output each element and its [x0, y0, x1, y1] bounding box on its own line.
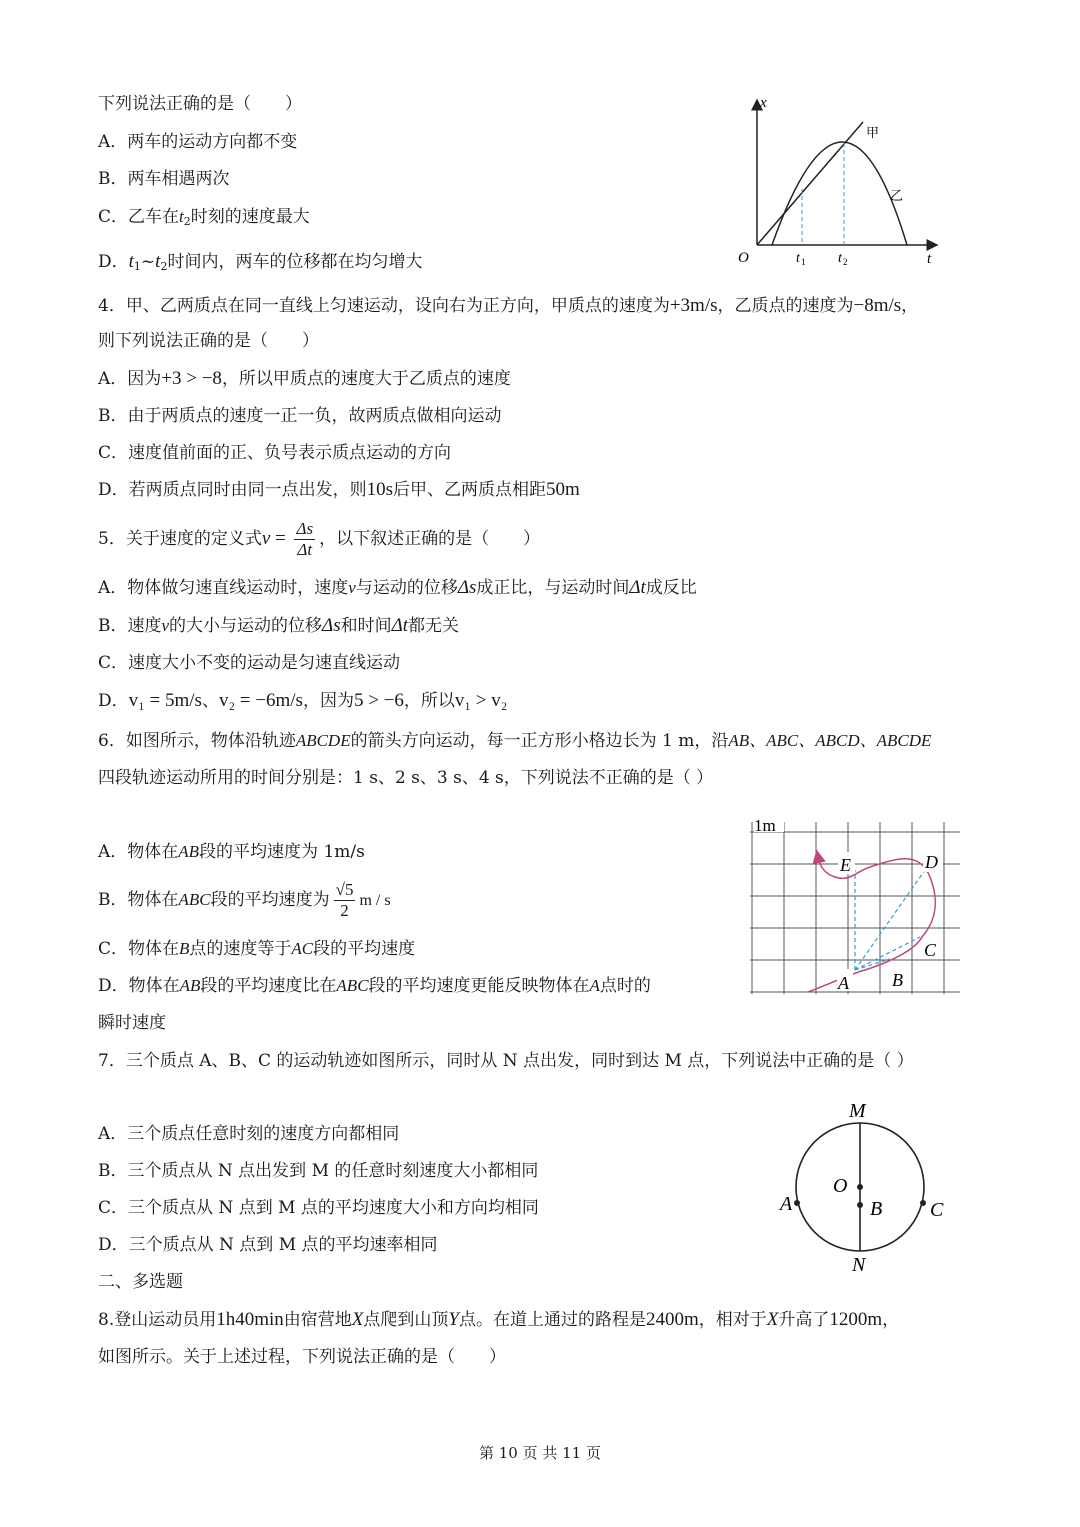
- t2-sub: 2: [843, 257, 848, 267]
- point-b-dot: [857, 1202, 863, 1208]
- page-footer: 第 10 页 共 11 页: [478, 1444, 601, 1462]
- q5-option-c: C．速度大小不变的运动是匀速直线运动: [98, 653, 401, 673]
- q7-option-d: D．三个质点从 N 点到 M 点的平均速率相同: [98, 1235, 438, 1255]
- q4-stem-line1: 4．甲、乙两质点在同一直线上匀速运动，设向右为正方向，甲质点的速度为+3m/s，乙质点的速度为−8m/s，: [98, 295, 919, 316]
- point-a-dot: [794, 1200, 800, 1206]
- grid-trajectory-figure: [740, 812, 965, 997]
- q3-option-d: D．$t_1\sim t_2$时间内，两车的位移都在均匀增大: [98, 251, 423, 273]
- jia-line: [757, 122, 863, 245]
- q6-option-c: C．物体在B点的速度等于AC段的平均速度: [98, 939, 416, 959]
- q6-option-d-line2: 瞬时速度: [98, 1013, 166, 1033]
- point-c-label: C: [924, 940, 937, 960]
- q3-option-b: B．两车相遇两次: [98, 169, 230, 189]
- q6-option-a: A．物体在AB段的平均速度为 1m/s: [98, 842, 365, 862]
- t1-sub: 1: [801, 257, 806, 267]
- circle-path-figure: [775, 1095, 955, 1280]
- q5-stem: 5．关于速度的定义式v = $\frac{\Delta s}{\Delta t}$ ，以下叙述正确的是（ ）: [98, 519, 541, 559]
- point-d-label: D: [925, 852, 938, 872]
- q5-option-d: D．v₁ = 5m/s、v₂ = −6m/s，因为5 > −6，所以v₁ > v₂: [98, 690, 508, 711]
- point-o-label: O: [833, 1175, 848, 1197]
- speed-fraction: $\frac{√5}{2}$: [335, 880, 354, 920]
- q4-option-a: A．因为+3 > −8，所以甲质点的速度大于乙质点的速度: [98, 368, 511, 389]
- point-b-label: B: [870, 1198, 883, 1220]
- q8-stem-line2: 如图所示。关于上述过程，下列说法正确的是（ ）: [98, 1347, 506, 1367]
- q3-stem: 下列说法正确的是（ ）: [98, 94, 302, 114]
- velocity-fraction: $\frac{\Delta s}{\Delta t}$: [296, 519, 314, 559]
- q6-stem-line1: 6．如图所示，物体沿轨迹ABCDE的箭头方向运动，每一正方形小格边长为 1 m，沿AB、ABC、ABCD、ABCDE: [98, 731, 932, 751]
- yi-curve: [772, 142, 907, 245]
- displacement-lines: [855, 870, 925, 970]
- t1-label: t: [796, 251, 800, 266]
- section-heading: 二、多选题: [98, 1272, 183, 1292]
- origin-label: O: [738, 250, 749, 266]
- trajectory-curve: [808, 857, 935, 992]
- q6-option-d: D．物体在AB段的平均速度比在ABC段的平均速度更能反映物体在A点时的: [98, 976, 651, 996]
- q4-option-b: B．由于两质点的速度一正一负，故两质点做相向运动: [98, 406, 502, 426]
- q6-option-b: B．物体在ABC段的平均速度为 $\frac{√5}{2}$ m / s: [98, 880, 391, 920]
- point-m-label: M: [849, 1100, 866, 1122]
- q3-option-a: A．两车的运动方向都不变: [98, 132, 298, 152]
- point-a-label: A: [780, 1193, 793, 1215]
- q4-option-d: D．若两质点同时由同一点出发，则10s后甲、乙两质点相距50m: [98, 479, 580, 500]
- yi-label: 乙: [890, 189, 904, 204]
- q7-option-b: B．三个质点从 N 点出发到 M 的任意时刻速度大小都相同: [98, 1161, 539, 1181]
- center-dot: [857, 1184, 863, 1190]
- point-e-label: E: [840, 855, 851, 875]
- scale-label: 1m: [754, 816, 776, 835]
- q7-stem: 7．三个质点 A、B、C 的运动轨迹如图所示，同时从 N 点出发，同时到达 M 点，下列说法中正确的是（ ）: [98, 1051, 914, 1071]
- xt-graph-figure: [730, 92, 945, 272]
- t-axis-label: t: [927, 251, 932, 267]
- point-b-label: B: [892, 970, 903, 990]
- point-c-label: C: [930, 1199, 944, 1221]
- point-n-label: N: [852, 1254, 866, 1276]
- point-a-label: A: [838, 973, 849, 993]
- q5-option-a: A．物体做匀速直线运动时，速度v与运动的位移Δs成正比，与运动时间Δt成反比: [98, 577, 697, 598]
- q8-stem-line1: 8.登山运动员用1h40min由宿营地X点爬到山顶Y点。在道上通过的路程是2400m，相对于X升高了1200m，: [98, 1309, 900, 1330]
- q3-option-c: C．乙车在$t_2$时刻的速度最大: [98, 207, 310, 228]
- q4-option-c: C．速度值前面的正、负号表示质点运动的方向: [98, 443, 452, 463]
- q7-option-a: A．三个质点任意时刻的速度方向都相同: [98, 1124, 400, 1144]
- q4-stem-line2: 则下列说法正确的是（ ）: [98, 331, 319, 351]
- t2-label: t: [838, 251, 842, 266]
- q5-option-b: B．速度v的大小与运动的位移Δs和时间Δt都无关: [98, 615, 460, 636]
- x-axis-label: x: [760, 95, 767, 111]
- point-c-dot: [920, 1200, 926, 1206]
- jia-label: 甲: [866, 126, 880, 141]
- q6-stem-line2: 四段轨迹运动所用的时间分别是：1 s、2 s、3 s、4 s，下列说法不正确的是（ ）: [98, 768, 714, 788]
- q7-option-c: C．三个质点从 N 点到 M 点的平均速度大小和方向均相同: [98, 1198, 539, 1218]
